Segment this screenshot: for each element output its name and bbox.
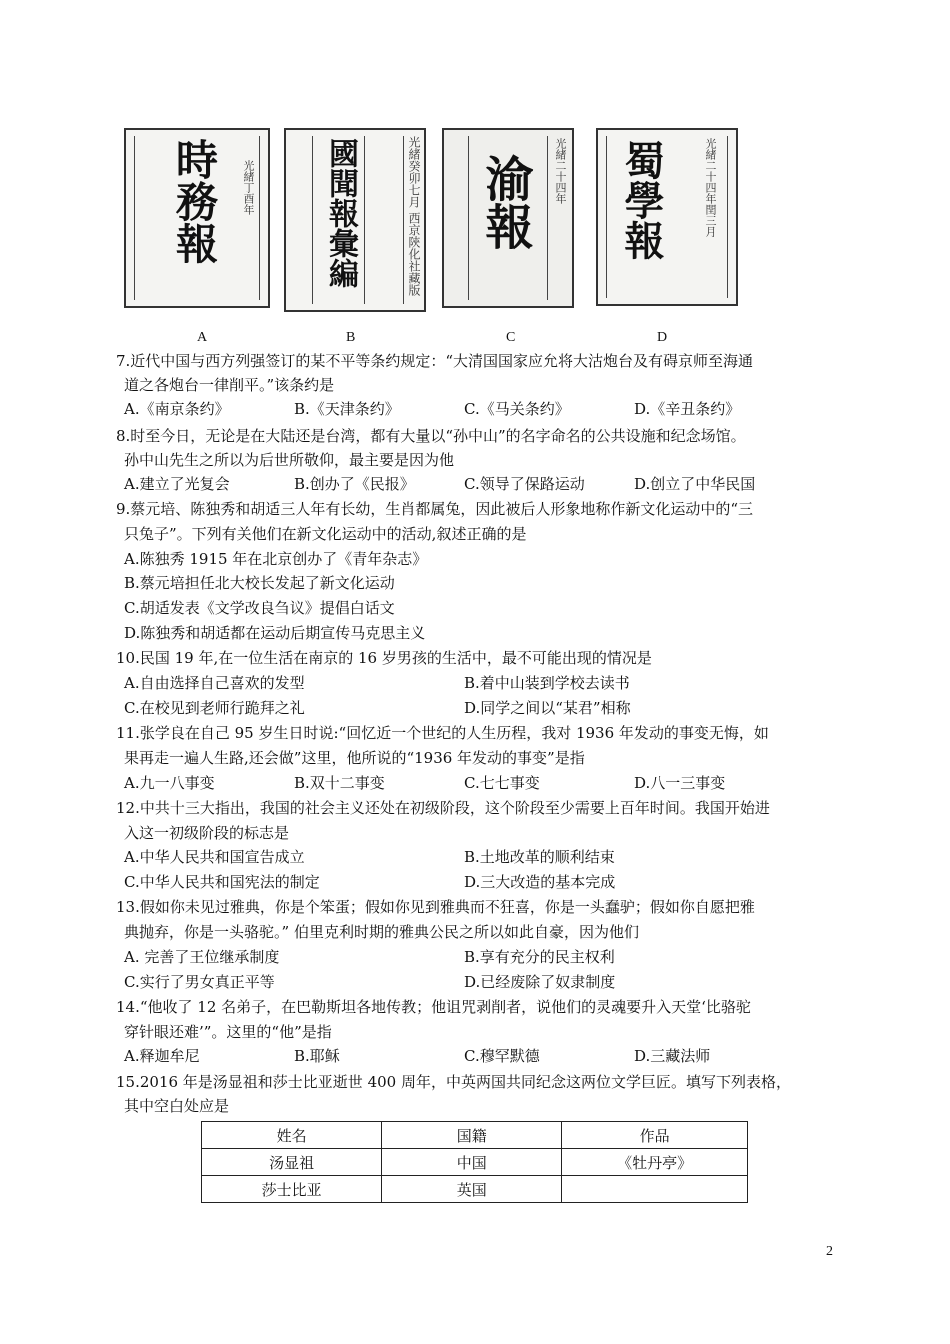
q9-line2: 只兔子”。下列有关他们在新文化运动中的活动,叙述正确的是: [124, 525, 527, 543]
q14-line2: 穿针眼还难’”。这里的“他”是指: [124, 1023, 332, 1041]
q15-line2: 其中空白处应是: [124, 1097, 230, 1115]
q9-option-d[interactable]: D.陈独秀和胡适都在运动后期宣传马克思主义: [124, 624, 426, 642]
q12-line2: 入这一初级阶段的标志是: [124, 824, 290, 842]
table-header-row: [202, 1122, 748, 1149]
q11-option-c[interactable]: C.七七事变: [464, 774, 540, 792]
image-a-shiwubao: [124, 128, 270, 308]
q10-option-c[interactable]: C.在校见到老师行跪拜之礼: [124, 699, 305, 717]
q7-line2: 道之各炮台一律削平。”该条约是: [124, 376, 335, 394]
image-d-title: 蜀學報: [618, 140, 665, 260]
q13-line1: 13.假如你未见过雅典，你是个笨蛋；假如你见到雅典而不狂喜，你是一头蠢驴；假如你自愿把雅: [116, 898, 755, 916]
q15-table: [201, 1121, 748, 1203]
q14-line1: 14.“他收了 12 名弟子，在巴勒斯坦各地传教；他诅咒剥削者，说他们的灵魂要升入天堂‘比骆驼: [116, 998, 751, 1016]
image-a-side-text: 光緒丁酉年: [242, 160, 255, 215]
caption-a: A: [197, 330, 208, 345]
q15-line1: 15.2016 年是汤显祖和莎士比亚逝世 400 周年，中英两国共同纪念这两位文学巨匠。填写下列表格，: [116, 1073, 791, 1091]
q12-line1: 12.中共十三大指出，我国的社会主义还处在初级阶段，这个阶段至少需要上百年时间。我国开始进: [116, 799, 770, 817]
image-a-title: 時務報: [170, 138, 219, 264]
q14-option-c[interactable]: C.穆罕默德: [464, 1047, 540, 1065]
q12-option-d[interactable]: D.三大改造的基本完成: [464, 873, 616, 891]
q14-option-d[interactable]: D.三藏法师: [634, 1047, 711, 1065]
q10-line1: 10.民国 19 年,在一位生活在南京的 16 岁男孩的生活中，最不可能出现的情况是: [116, 649, 652, 667]
q8-option-a[interactable]: A.建立了光复会: [124, 475, 230, 493]
image-d-side-text: 光緒二十四年閏三月: [704, 138, 717, 237]
q9-option-a[interactable]: A.陈独秀 1915 年在北京创办了《青年杂志》: [124, 550, 428, 568]
q9-line1: 9.蔡元培、陈独秀和胡适三人年有长幼，生肖都属兔，因此被后人形象地称作新文化运动中的“三: [116, 500, 753, 518]
image-c-title: 渝報: [477, 154, 533, 250]
page-number: 2: [826, 1244, 833, 1259]
q13-option-a[interactable]: A. 完善了王位继承制度: [124, 948, 280, 966]
q7-option-b[interactable]: B.《天津条约》: [294, 400, 400, 418]
caption-d: D: [657, 330, 668, 345]
q14-option-b[interactable]: B.耶稣: [294, 1047, 340, 1065]
table-cell: 英国: [382, 1176, 562, 1203]
image-d-shuxuebao: [596, 128, 738, 306]
q10-option-b[interactable]: B.着中山装到学校去读书: [464, 674, 630, 692]
q12-option-a[interactable]: A.中华人民共和国宣告成立: [124, 848, 305, 866]
table-row: [202, 1176, 748, 1203]
image-b-side-text: 光緒癸卯七月 西京陝化社藏版: [407, 136, 421, 296]
table-cell-blank[interactable]: [562, 1176, 748, 1203]
newspaper-images: [124, 128, 744, 328]
q13-option-b[interactable]: B.享有充分的民主权利: [464, 948, 615, 966]
q13-option-d[interactable]: D.已经废除了奴隶制度: [464, 973, 616, 991]
q8-option-d[interactable]: D.创立了中华民国: [634, 475, 756, 493]
q11-option-a[interactable]: A.九一八事变: [124, 774, 215, 792]
table-header-cell: 姓名: [202, 1122, 382, 1149]
q8-option-c[interactable]: C.领导了保路运动: [464, 475, 585, 493]
q7-option-d[interactable]: D.《辛丑条约》: [634, 400, 741, 418]
q11-line1: 11.张学良在自己 95 岁生日时说:“回忆近一个世纪的人生历程，我对 1936 年发动的事变无悔，如: [116, 724, 769, 742]
image-c-side-text: 光緒二十四年: [554, 138, 567, 204]
caption-b: B: [346, 330, 356, 345]
q8-line1: 8.时至今日，无论是在大陆还是台湾，都有大量以“孙中山”的名字命名的公共设施和纪念场馆。: [116, 427, 746, 445]
q7-line1: 7.近代中国与西方列强签订的某不平等条约规定：“大清国国家应允将大沽炮台及有碍京师至海通: [116, 352, 753, 370]
table-cell: 《牡丹亭》: [562, 1149, 748, 1176]
table-cell: 莎士比亚: [202, 1176, 382, 1203]
q14-option-a[interactable]: A.释迦牟尼: [124, 1047, 200, 1065]
q13-line2: 典抛弃，你是一头骆驼。” 伯里克利时期的雅典公民之所以如此自豪，因为他们: [124, 923, 639, 941]
image-b-title: 國聞報彙編: [323, 138, 358, 288]
q12-option-c[interactable]: C.中华人民共和国宪法的制定: [124, 873, 320, 891]
q12-option-b[interactable]: B.土地改革的顺利结束: [464, 848, 615, 866]
q7-option-c[interactable]: C.《马关条约》: [464, 400, 570, 418]
q13-option-c[interactable]: C.实行了男女真正平等: [124, 973, 275, 991]
table-cell: 中国: [382, 1149, 562, 1176]
q11-option-d[interactable]: D.八一三事变: [634, 774, 726, 792]
q11-line2: 果再走一遍人生路,还会做”这里，他所说的“1936 年发动的事变”是指: [124, 749, 585, 767]
q10-option-d[interactable]: D.同学之间以“某君”相称: [464, 699, 631, 717]
image-b-guowenbao: [284, 128, 426, 312]
image-c-yubao: [442, 128, 574, 308]
q8-line2: 孙中山先生之所以为后世所敬仰，最主要是因为他: [124, 451, 455, 469]
q8-option-b[interactable]: B.创办了《民报》: [294, 475, 415, 493]
q9-option-b[interactable]: B.蔡元培担任北大校长发起了新文化运动: [124, 574, 395, 592]
q11-option-b[interactable]: B.双十二事变: [294, 774, 385, 792]
q9-option-c[interactable]: C.胡适发表《文学改良刍议》提倡白话文: [124, 599, 395, 617]
table-row: [202, 1149, 748, 1176]
q7-option-a[interactable]: A.《南京条约》: [124, 400, 230, 418]
table-header-cell: 国籍: [382, 1122, 562, 1149]
table-header-cell: 作品: [562, 1122, 748, 1149]
q10-option-a[interactable]: A.自由选择自己喜欢的发型: [124, 674, 305, 692]
table-cell: 汤显祖: [202, 1149, 382, 1176]
caption-c: C: [506, 330, 516, 345]
